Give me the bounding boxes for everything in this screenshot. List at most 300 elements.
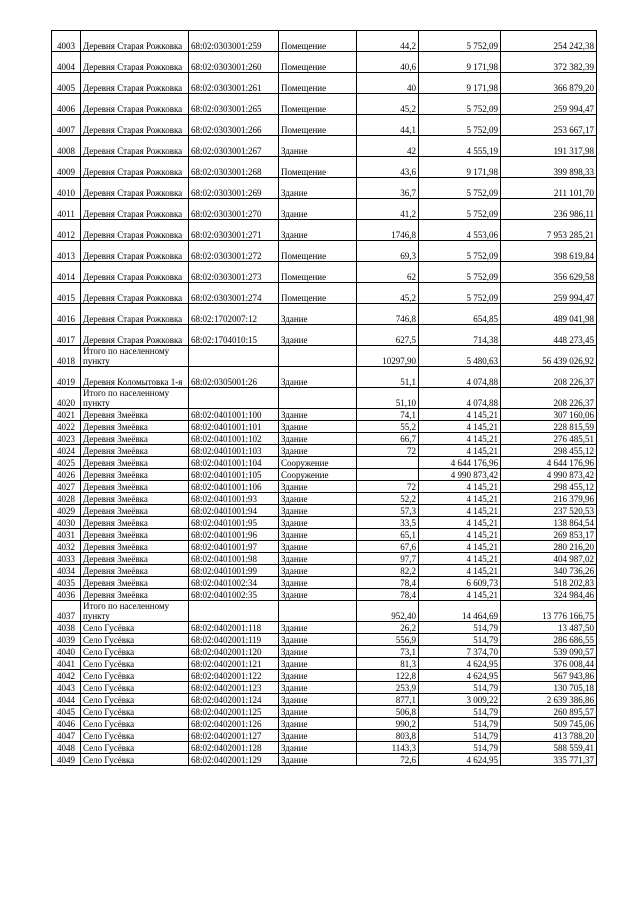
row-number-cell: 4033 [52, 553, 81, 565]
specific-value-cell: 4 145,21 [419, 481, 501, 493]
cadastral-value-cell: 404 987,02 [501, 553, 597, 565]
table-row [52, 730, 597, 742]
row-number-cell: 4036 [52, 589, 81, 601]
object-type-cell: Здание [279, 754, 357, 766]
settlement-cell: Итого по населенному пункту [81, 346, 189, 367]
area-cell [357, 457, 419, 469]
table-row [52, 646, 597, 658]
cadastral-value-cell: 324 984,46 [501, 589, 597, 601]
object-type-cell: Здание [279, 706, 357, 718]
settlement-cell: Деревня Старая Рожковка [81, 94, 189, 115]
object-type-cell: Здание [279, 694, 357, 706]
cadastral-number-cell: 68:02:0402001:127 [189, 730, 279, 742]
table-row [52, 529, 597, 541]
table-row [52, 409, 597, 421]
cadastral-number-cell: 68:02:0402001:120 [189, 646, 279, 658]
area-cell: 44,2 [357, 31, 419, 52]
table-row [52, 742, 597, 754]
cadastral-value-cell: 539 090,57 [501, 646, 597, 658]
specific-value-cell: 14 464,69 [419, 601, 501, 622]
row-number-cell: 4047 [52, 730, 81, 742]
object-type-cell: Здание [279, 658, 357, 670]
cadastral-value-cell: 7 953 285,21 [501, 220, 597, 241]
area-cell: 1746,8 [357, 220, 419, 241]
table-row [52, 199, 597, 220]
specific-value-cell: 9 171,98 [419, 157, 501, 178]
cadastral-number-cell: 68:02:0401002:34 [189, 577, 279, 589]
cadastral-value-cell: 335 771,37 [501, 754, 597, 766]
specific-value-cell: 3 009,22 [419, 694, 501, 706]
area-cell: 69,3 [357, 241, 419, 262]
specific-value-cell: 514,79 [419, 622, 501, 634]
object-type-cell: Здание [279, 445, 357, 457]
cadastral-number-cell: 68:02:0401001:101 [189, 421, 279, 433]
cadastral-number-cell: 68:02:0401001:102 [189, 433, 279, 445]
area-cell: 72 [357, 481, 419, 493]
object-type-cell [279, 388, 357, 409]
settlement-cell: Деревня Змеёвка [81, 493, 189, 505]
cadastral-number-cell: 68:02:0303001:269 [189, 178, 279, 199]
cadastral-value-cell: 448 273,45 [501, 325, 597, 346]
table-row [52, 388, 597, 409]
area-cell: 42 [357, 136, 419, 157]
area-cell: 74,1 [357, 409, 419, 421]
settlement-cell: Деревня Старая Рожковка [81, 31, 189, 52]
specific-value-cell: 4 145,21 [419, 589, 501, 601]
settlement-cell: Деревня Змеёвка [81, 421, 189, 433]
cadastral-value-cell: 254 242,38 [501, 31, 597, 52]
specific-value-cell: 4 145,21 [419, 565, 501, 577]
cadastral-value-cell: 340 736,26 [501, 565, 597, 577]
row-number-cell: 4012 [52, 220, 81, 241]
area-cell: 73,1 [357, 646, 419, 658]
cadastral-value-cell: 191 317,98 [501, 136, 597, 157]
cadastral-value-cell: 56 439 026,92 [501, 346, 597, 367]
object-type-cell: Помещение [279, 157, 357, 178]
settlement-cell: Село Гусёвка [81, 658, 189, 670]
cadastral-value-cell: 253 667,17 [501, 115, 597, 136]
area-cell: 952,40 [357, 601, 419, 622]
row-number-cell: 4014 [52, 262, 81, 283]
row-number-cell: 4009 [52, 157, 81, 178]
cadastral-value-cell: 398 619,84 [501, 241, 597, 262]
table-row [52, 325, 597, 346]
specific-value-cell: 5 480,63 [419, 346, 501, 367]
specific-value-cell: 4 145,21 [419, 433, 501, 445]
table-row [52, 241, 597, 262]
cadastral-number-cell: 68:02:0401001:103 [189, 445, 279, 457]
cadastral-number-cell: 68:02:0402001:126 [189, 718, 279, 730]
row-number-cell: 4025 [52, 457, 81, 469]
table-row [52, 457, 597, 469]
cadastral-value-cell: 4 644 176,96 [501, 457, 597, 469]
cadastral-value-cell: 2 639 386,86 [501, 694, 597, 706]
area-cell: 40,6 [357, 52, 419, 73]
object-type-cell: Здание [279, 529, 357, 541]
settlement-cell: Село Гусёвка [81, 706, 189, 718]
specific-value-cell: 4 145,21 [419, 553, 501, 565]
object-type-cell: Сооружение [279, 469, 357, 481]
settlement-cell: Деревня Старая Рожковка [81, 52, 189, 73]
cadastral-number-cell: 68:02:0305001:26 [189, 367, 279, 388]
cadastral-value-cell: 138 864,54 [501, 517, 597, 529]
area-cell: 1143,3 [357, 742, 419, 754]
object-type-cell: Здание [279, 742, 357, 754]
cadastral-number-cell: 68:02:0303001:274 [189, 283, 279, 304]
object-type-cell [279, 346, 357, 367]
cadastral-value-cell: 280 216,20 [501, 541, 597, 553]
cadastral-number-cell: 68:02:0303001:259 [189, 31, 279, 52]
table-row [52, 541, 597, 553]
specific-value-cell: 4 145,21 [419, 529, 501, 541]
settlement-cell: Деревня Змеёвка [81, 409, 189, 421]
cadastral-number-cell: 68:02:0401001:96 [189, 529, 279, 541]
area-cell: 82,2 [357, 565, 419, 577]
specific-value-cell: 5 752,09 [419, 199, 501, 220]
settlement-cell: Деревня Старая Рожковка [81, 73, 189, 94]
object-type-cell: Здание [279, 199, 357, 220]
specific-value-cell: 5 752,09 [419, 94, 501, 115]
table-row [52, 589, 597, 601]
row-number-cell: 4031 [52, 529, 81, 541]
cadastral-value-cell: 130 705,18 [501, 682, 597, 694]
table-row [52, 220, 597, 241]
settlement-cell: Деревня Старая Рожковка [81, 199, 189, 220]
specific-value-cell: 4 145,21 [419, 421, 501, 433]
settlement-cell: Село Гусёвка [81, 622, 189, 634]
cadastral-value-cell: 286 686,55 [501, 634, 597, 646]
object-type-cell: Здание [279, 730, 357, 742]
table-row [52, 706, 597, 718]
area-cell: 67,6 [357, 541, 419, 553]
area-cell [357, 469, 419, 481]
specific-value-cell: 4 145,21 [419, 541, 501, 553]
object-type-cell: Здание [279, 178, 357, 199]
cadastral-number-cell: 68:02:0303001:261 [189, 73, 279, 94]
cadastral-value-cell: 228 815,59 [501, 421, 597, 433]
row-number-cell: 4006 [52, 94, 81, 115]
area-cell: 877,1 [357, 694, 419, 706]
settlement-cell: Село Гусёвка [81, 634, 189, 646]
cadastral-value-cell: 216 379,96 [501, 493, 597, 505]
cadastral-value-cell: 259 994,47 [501, 283, 597, 304]
table-row [52, 115, 597, 136]
area-cell: 506,8 [357, 706, 419, 718]
cadastral-value-cell: 489 041,98 [501, 304, 597, 325]
cadastral-number-cell: 68:02:0401001:105 [189, 469, 279, 481]
cadastral-value-cell: 211 101,70 [501, 178, 597, 199]
area-cell: 45,2 [357, 283, 419, 304]
table-row [52, 754, 597, 766]
object-type-cell: Помещение [279, 115, 357, 136]
area-cell: 556,9 [357, 634, 419, 646]
specific-value-cell: 7 374,70 [419, 646, 501, 658]
row-number-cell: 4021 [52, 409, 81, 421]
area-cell: 990,2 [357, 718, 419, 730]
cadastral-number-cell: 68:02:0402001:118 [189, 622, 279, 634]
cadastral-number-cell [189, 388, 279, 409]
settlement-cell: Деревня Змеёвка [81, 589, 189, 601]
cadastral-value-cell: 356 629,58 [501, 262, 597, 283]
cadastral-number-cell [189, 346, 279, 367]
row-number-cell: 4016 [52, 304, 81, 325]
object-type-cell: Здание [279, 646, 357, 658]
cadastral-value-cell: 298 455,12 [501, 481, 597, 493]
settlement-cell: Село Гусёвка [81, 718, 189, 730]
settlement-cell: Деревня Коломытовка 1-я [81, 367, 189, 388]
settlement-cell: Село Гусёвка [81, 682, 189, 694]
row-number-cell: 4017 [52, 325, 81, 346]
object-type-cell: Помещение [279, 52, 357, 73]
object-type-cell: Здание [279, 517, 357, 529]
cadastral-number-cell: 68:02:0401001:98 [189, 553, 279, 565]
specific-value-cell: 4 624,95 [419, 754, 501, 766]
settlement-cell: Деревня Змеёвка [81, 445, 189, 457]
settlement-cell: Деревня Старая Рожковка [81, 325, 189, 346]
area-cell: 66,7 [357, 433, 419, 445]
object-type-cell: Здание [279, 670, 357, 682]
cadastral-value-cell: 208 226,37 [501, 367, 597, 388]
specific-value-cell: 514,79 [419, 706, 501, 718]
table-row [52, 136, 597, 157]
settlement-cell: Деревня Змеёвка [81, 577, 189, 589]
row-number-cell: 4041 [52, 658, 81, 670]
cadastral-value-cell: 376 008,44 [501, 658, 597, 670]
row-number-cell: 4044 [52, 694, 81, 706]
cadastral-number-cell: 68:02:0402001:123 [189, 682, 279, 694]
cadastral-value-cell: 276 485,51 [501, 433, 597, 445]
table-row [52, 157, 597, 178]
specific-value-cell: 9 171,98 [419, 73, 501, 94]
row-number-cell: 4004 [52, 52, 81, 73]
area-cell: 803,8 [357, 730, 419, 742]
cadastral-value-cell: 509 745,06 [501, 718, 597, 730]
table-row [52, 52, 597, 73]
area-cell: 45,2 [357, 94, 419, 115]
area-cell: 627,5 [357, 325, 419, 346]
cadastral-value-cell: 13 776 166,75 [501, 601, 597, 622]
cadastral-number-cell: 68:02:0303001:268 [189, 157, 279, 178]
table-row [52, 367, 597, 388]
cadastral-value-cell: 413 788,20 [501, 730, 597, 742]
settlement-cell: Итого по населенному пункту [81, 601, 189, 622]
specific-value-cell: 5 752,09 [419, 283, 501, 304]
settlement-cell: Село Гусёвка [81, 730, 189, 742]
area-cell: 97,7 [357, 553, 419, 565]
cadastral-value-cell: 588 559,41 [501, 742, 597, 754]
object-type-cell: Помещение [279, 241, 357, 262]
table-row [52, 31, 597, 52]
cadastral-number-cell: 68:02:0402001:124 [189, 694, 279, 706]
cadastral-value-cell: 372 382,39 [501, 52, 597, 73]
table-row [52, 634, 597, 646]
specific-value-cell: 4 555,19 [419, 136, 501, 157]
row-number-cell: 4003 [52, 31, 81, 52]
specific-value-cell: 514,79 [419, 718, 501, 730]
row-number-cell: 4007 [52, 115, 81, 136]
cadastral-value-cell: 399 898,33 [501, 157, 597, 178]
cadastral-number-cell: 68:02:0303001:271 [189, 220, 279, 241]
area-cell: 44,1 [357, 115, 419, 136]
settlement-cell: Деревня Старая Рожковка [81, 262, 189, 283]
row-number-cell: 4008 [52, 136, 81, 157]
area-cell: 51,1 [357, 367, 419, 388]
object-type-cell: Здание [279, 433, 357, 445]
row-number-cell: 4022 [52, 421, 81, 433]
object-type-cell: Здание [279, 493, 357, 505]
cadastral-number-cell: 68:02:0401001:104 [189, 457, 279, 469]
table-row [52, 178, 597, 199]
settlement-cell: Деревня Змеёвка [81, 529, 189, 541]
specific-value-cell: 4 990 873,42 [419, 469, 501, 481]
area-cell: 78,4 [357, 577, 419, 589]
specific-value-cell: 4 074,88 [419, 367, 501, 388]
specific-value-cell: 4 644 176,96 [419, 457, 501, 469]
specific-value-cell: 514,79 [419, 634, 501, 646]
table-row [52, 601, 597, 622]
specific-value-cell: 514,79 [419, 730, 501, 742]
object-type-cell: Помещение [279, 94, 357, 115]
cadastral-value-cell: 567 943,86 [501, 670, 597, 682]
object-type-cell: Здание [279, 577, 357, 589]
row-number-cell: 4005 [52, 73, 81, 94]
cadastral-value-cell: 13 487,50 [501, 622, 597, 634]
object-type-cell: Здание [279, 505, 357, 517]
area-cell: 10297,90 [357, 346, 419, 367]
table-row [52, 445, 597, 457]
area-cell: 746,8 [357, 304, 419, 325]
table-row [52, 283, 597, 304]
specific-value-cell: 514,79 [419, 742, 501, 754]
cadastral-number-cell: 68:02:0401001:95 [189, 517, 279, 529]
specific-value-cell: 5 752,09 [419, 241, 501, 262]
cadastral-value-cell: 259 994,47 [501, 94, 597, 115]
object-type-cell: Помещение [279, 283, 357, 304]
area-cell: 52,2 [357, 493, 419, 505]
row-number-cell: 4049 [52, 754, 81, 766]
table-row [52, 553, 597, 565]
row-number-cell: 4030 [52, 517, 81, 529]
row-number-cell: 4034 [52, 565, 81, 577]
row-number-cell: 4043 [52, 682, 81, 694]
cadastral-number-cell: 68:02:0303001:265 [189, 94, 279, 115]
specific-value-cell: 6 609,73 [419, 577, 501, 589]
cadastral-value-table [51, 30, 597, 766]
cadastral-number-cell: 68:02:0402001:122 [189, 670, 279, 682]
table-row [52, 73, 597, 94]
settlement-cell: Село Гусёвка [81, 742, 189, 754]
row-number-cell: 4035 [52, 577, 81, 589]
row-number-cell: 4040 [52, 646, 81, 658]
row-number-cell: 4028 [52, 493, 81, 505]
settlement-cell: Деревня Старая Рожковка [81, 283, 189, 304]
settlement-cell: Деревня Змеёвка [81, 517, 189, 529]
row-number-cell: 4038 [52, 622, 81, 634]
row-number-cell: 4015 [52, 283, 81, 304]
object-type-cell: Помещение [279, 73, 357, 94]
settlement-cell: Деревня Змеёвка [81, 505, 189, 517]
table-row [52, 565, 597, 577]
object-type-cell: Сооружение [279, 457, 357, 469]
specific-value-cell: 4 553,06 [419, 220, 501, 241]
settlement-cell: Деревня Старая Рожковка [81, 241, 189, 262]
object-type-cell: Здание [279, 541, 357, 553]
row-number-cell: 4018 [52, 346, 81, 367]
area-cell: 62 [357, 262, 419, 283]
settlement-cell: Деревня Старая Рожковка [81, 178, 189, 199]
row-number-cell: 4046 [52, 718, 81, 730]
row-number-cell: 4020 [52, 388, 81, 409]
table-row [52, 577, 597, 589]
specific-value-cell: 4 145,21 [419, 409, 501, 421]
row-number-cell: 4026 [52, 469, 81, 481]
settlement-cell: Деревня Змеёвка [81, 565, 189, 577]
table-row [52, 94, 597, 115]
cadastral-number-cell: 68:02:0303001:260 [189, 52, 279, 73]
object-type-cell: Здание [279, 622, 357, 634]
cadastral-value-cell: 269 853,17 [501, 529, 597, 541]
area-cell: 253,9 [357, 682, 419, 694]
table-row [52, 694, 597, 706]
cadastral-number-cell: 68:02:0402001:129 [189, 754, 279, 766]
settlement-cell: Деревня Старая Рожковка [81, 304, 189, 325]
row-number-cell: 4042 [52, 670, 81, 682]
cadastral-value-cell: 366 879,20 [501, 73, 597, 94]
row-number-cell: 4011 [52, 199, 81, 220]
cadastral-number-cell: 68:02:0401002:35 [189, 589, 279, 601]
table-row [52, 718, 597, 730]
table-row [52, 517, 597, 529]
object-type-cell: Здание [279, 367, 357, 388]
cadastral-number-cell: 68:02:0402001:121 [189, 658, 279, 670]
cadastral-number-cell: 68:02:0303001:272 [189, 241, 279, 262]
settlement-cell: Село Гусёвка [81, 646, 189, 658]
cadastral-number-cell: 68:02:1702007:12 [189, 304, 279, 325]
settlement-cell: Деревня Змеёвка [81, 481, 189, 493]
object-type-cell: Здание [279, 589, 357, 601]
cadastral-number-cell: 68:02:0303001:267 [189, 136, 279, 157]
settlement-cell: Село Гусёвка [81, 694, 189, 706]
row-number-cell: 4027 [52, 481, 81, 493]
settlement-cell: Деревня Змеёвка [81, 433, 189, 445]
area-cell: 40 [357, 73, 419, 94]
object-type-cell: Здание [279, 553, 357, 565]
cadastral-value-cell: 298 455,12 [501, 445, 597, 457]
settlement-cell: Итого по населенному пункту [81, 388, 189, 409]
cadastral-value-cell: 208 226,37 [501, 388, 597, 409]
cadastral-value-cell: 307 160,06 [501, 409, 597, 421]
table-row [52, 505, 597, 517]
settlement-cell: Деревня Змеёвка [81, 457, 189, 469]
specific-value-cell: 4 145,21 [419, 505, 501, 517]
cadastral-number-cell: 68:02:0303001:270 [189, 199, 279, 220]
cadastral-number-cell: 68:02:1704010:15 [189, 325, 279, 346]
cadastral-number-cell: 68:02:0401001:94 [189, 505, 279, 517]
specific-value-cell: 714,38 [419, 325, 501, 346]
cadastral-number-cell: 68:02:0303001:266 [189, 115, 279, 136]
row-number-cell: 4032 [52, 541, 81, 553]
object-type-cell: Здание [279, 565, 357, 577]
area-cell: 55,2 [357, 421, 419, 433]
row-number-cell: 4024 [52, 445, 81, 457]
area-cell: 65,1 [357, 529, 419, 541]
settlement-cell: Деревня Змеёвка [81, 469, 189, 481]
cadastral-number-cell: 68:02:0402001:125 [189, 706, 279, 718]
settlement-cell: Деревня Старая Рожковка [81, 220, 189, 241]
table-row [52, 670, 597, 682]
cadastral-value-cell: 236 986,11 [501, 199, 597, 220]
row-number-cell: 4013 [52, 241, 81, 262]
